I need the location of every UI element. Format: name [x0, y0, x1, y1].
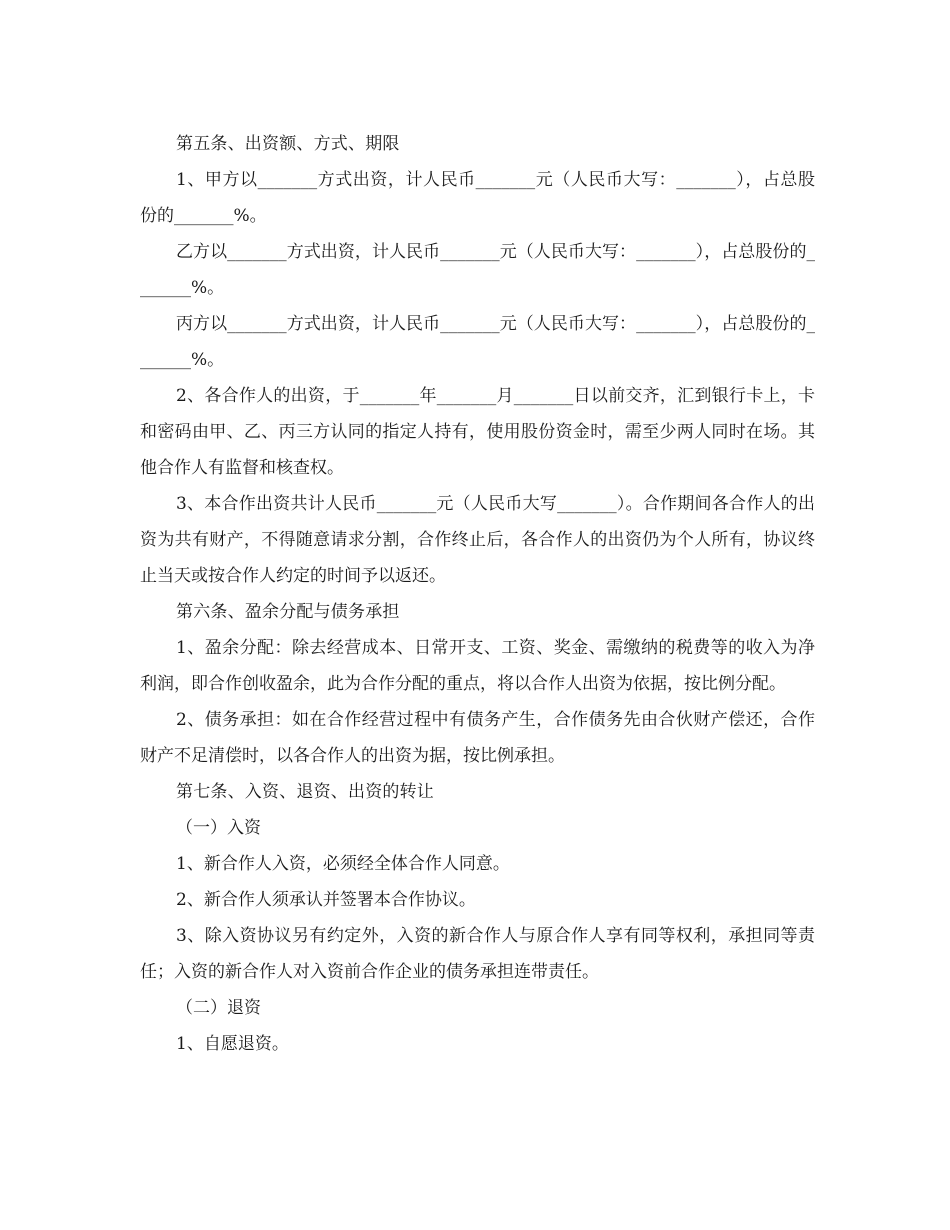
article-7-section-1-clause-3: 3、除入资协议另有约定外，入资的新合作人与原合作人享有同等权利，承担同等责任；入资的新合作人对入资前合作企业的债务承担连带责任。: [140, 926, 815, 982]
article-7-section-2-title: （二）退资: [176, 998, 261, 1018]
article-6-clause-1: 1、盈余分配：除去经营成本、日常开支、工资、奖金、需缴纳的税费等的收入为净利润，即合作创收盈余，此为合作分配的重点，将以合作人出资为依据，按比例分配。: [140, 638, 815, 694]
article-6-clause-2: 2、债务承担：如在合作经营过程中有债务产生，合作债务先由合伙财产偿还，合作财产不足清偿时，以各合作人的出资为据，按比例承担。: [140, 710, 815, 766]
article-5-party-b: 乙方以_______方式出资，计人民币_______元（人民币大写：_______），占总股份的_______%。: [140, 242, 815, 298]
article-5-clause-2: 2、各合作人的出资，于_______年_______月_______日以前交齐，汇到银行卡上，卡和密码由甲、乙、丙三方认同的指定人持有，使用股份资金时，需至少两人同时在场。其他合作人有监督和核查权。: [140, 386, 815, 478]
article-7-section-1-clause-1: 1、新合作人入资，必须经全体合作人同意。: [176, 854, 510, 874]
article-5-heading: 第五条、出资额、方式、期限: [176, 134, 400, 154]
article-7-heading: 第七条、入资、退资、出资的转让: [176, 782, 434, 802]
article-7-section-1-clause-2: 2、新合作人须承认并签署本合作协议。: [176, 890, 476, 910]
article-5-party-c: 丙方以_______方式出资，计人民币_______元（人民币大写：_______），占总股份的_______%。: [140, 314, 815, 370]
document-body: [140, 126, 815, 1062]
article-7-section-1-title: （一）入资: [176, 818, 261, 838]
article-5-clause-1-party-a: 1、甲方以_______方式出资，计人民币_______元（人民币大写：_______），占总股份的_______%。: [140, 170, 815, 226]
article-7-section-2-clause-1: 1、自愿退资。: [176, 1034, 289, 1054]
article-6-heading: 第六条、盈余分配与债务承担: [176, 602, 400, 622]
article-5-clause-3: 3、本合作出资共计人民币_______元（人民币大写_______）。合作期间各合作人的出资为共有财产，不得随意请求分割，合作终止后，各合作人的出资仍为个人所有，协议终止当天或按合作人约定的时间予以返还。: [140, 494, 815, 586]
